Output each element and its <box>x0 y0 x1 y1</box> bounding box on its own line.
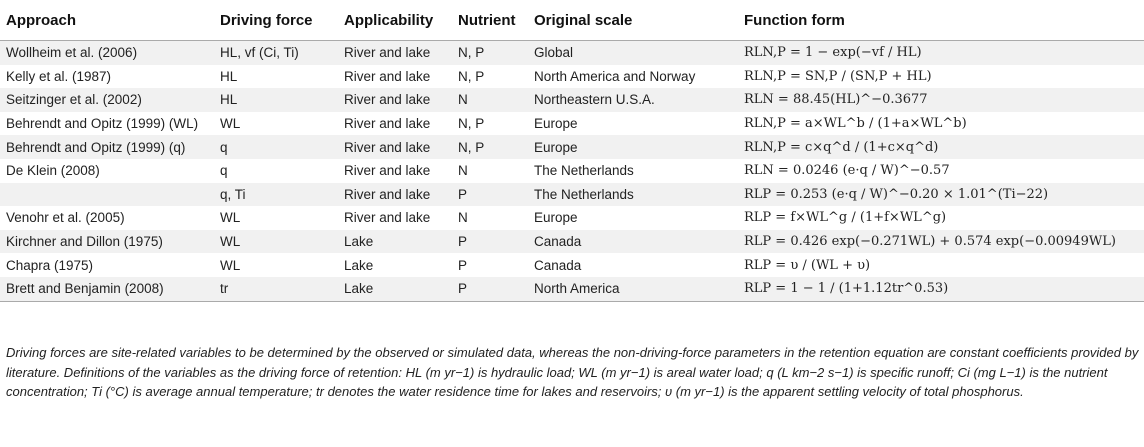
header-nutrient: Nutrient <box>452 0 528 41</box>
cell-approach: Seitzinger et al. (2002) <box>0 88 214 112</box>
cell-nutrient: N <box>452 159 528 183</box>
header-function-form: Function form <box>738 0 1144 41</box>
cell-driving-force: tr <box>214 277 338 301</box>
cell-approach <box>0 183 214 207</box>
cell-nutrient: N <box>452 88 528 112</box>
cell-driving-force: WL <box>214 230 338 254</box>
cell-original-scale: Northeastern U.S.A. <box>528 88 738 112</box>
header-approach: Approach <box>0 0 214 41</box>
cell-function-form: RLP = 1 − 1 / (1+1.12tr^0.53) <box>738 277 1144 301</box>
cell-original-scale: Canada <box>528 230 738 254</box>
cell-approach: Chapra (1975) <box>0 253 214 277</box>
cell-function-form: RLP = f×WL^g / (1+f×WL^g) <box>738 206 1144 230</box>
cell-function-form: RLN = 88.45(HL)^−0.3677 <box>738 88 1144 112</box>
table-row <box>0 65 1144 89</box>
cell-original-scale: The Netherlands <box>528 183 738 207</box>
cell-driving-force: WL <box>214 206 338 230</box>
cell-function-form: RLN = 0.0246 (e·q / W)^−0.57 <box>738 159 1144 183</box>
cell-nutrient: P <box>452 183 528 207</box>
table-row <box>0 230 1144 254</box>
cell-approach: Brett and Benjamin (2008) <box>0 277 214 301</box>
table-row <box>0 112 1144 136</box>
cell-nutrient: N, P <box>452 135 528 159</box>
cell-function-form: RLN,P = SN,P / (SN,P + HL) <box>738 65 1144 89</box>
cell-driving-force: WL <box>214 253 338 277</box>
cell-function-form: RLN,P = a×WL^b / (1+a×WL^b) <box>738 112 1144 136</box>
cell-applicability: Lake <box>338 277 452 301</box>
cell-driving-force: q, Ti <box>214 183 338 207</box>
cell-approach: Venohr et al. (2005) <box>0 206 214 230</box>
header-applicability: Applicability <box>338 0 452 41</box>
cell-approach: De Klein (2008) <box>0 159 214 183</box>
table-row <box>0 183 1144 207</box>
cell-applicability: Lake <box>338 253 452 277</box>
cell-original-scale: Europe <box>528 112 738 136</box>
cell-approach: Kirchner and Dillon (1975) <box>0 230 214 254</box>
cell-nutrient: N, P <box>452 41 528 65</box>
cell-driving-force: q <box>214 159 338 183</box>
cell-original-scale: Europe <box>528 206 738 230</box>
cell-driving-force: HL <box>214 65 338 89</box>
cell-driving-force: HL, vf (Ci, Ti) <box>214 41 338 65</box>
table-row <box>0 135 1144 159</box>
cell-applicability: River and lake <box>338 183 452 207</box>
cell-driving-force: HL <box>214 88 338 112</box>
cell-driving-force: WL <box>214 112 338 136</box>
cell-function-form: RLP = 0.253 (e·q / W)^−0.20 × 1.01^(Ti−22) <box>738 183 1144 207</box>
cell-approach: Behrendt and Opitz (1999) (q) <box>0 135 214 159</box>
header-driving-force: Driving force <box>214 0 338 41</box>
cell-applicability: River and lake <box>338 41 452 65</box>
cell-original-scale: Europe <box>528 135 738 159</box>
header-original-scale: Original scale <box>528 0 738 41</box>
cell-nutrient: N, P <box>452 65 528 89</box>
table-row <box>0 88 1144 112</box>
cell-function-form: RLN,P = c×q^d / (1+c×q^d) <box>738 135 1144 159</box>
cell-original-scale: North America <box>528 277 738 301</box>
cell-nutrient: P <box>452 230 528 254</box>
cell-applicability: River and lake <box>338 88 452 112</box>
cell-function-form: RLN,P = 1 − exp(−vf / HL) <box>738 41 1144 65</box>
cell-nutrient: N <box>452 206 528 230</box>
cell-nutrient: P <box>452 277 528 301</box>
cell-nutrient: P <box>452 253 528 277</box>
table-row <box>0 253 1144 277</box>
table-row <box>0 159 1144 183</box>
table-row <box>0 277 1144 301</box>
cell-nutrient: N, P <box>452 112 528 136</box>
cell-original-scale: Global <box>528 41 738 65</box>
cell-applicability: River and lake <box>338 159 452 183</box>
cell-function-form: RLP = 0.426 exp(−0.271WL) + 0.574 exp(−0.00949WL) <box>738 230 1144 254</box>
header-row <box>0 0 1144 41</box>
cell-original-scale: Canada <box>528 253 738 277</box>
cell-applicability: River and lake <box>338 112 452 136</box>
cell-applicability: River and lake <box>338 135 452 159</box>
cell-applicability: Lake <box>338 230 452 254</box>
cell-original-scale: North America and Norway <box>528 65 738 89</box>
cell-applicability: River and lake <box>338 206 452 230</box>
cell-applicability: River and lake <box>338 65 452 89</box>
cell-approach: Wollheim et al. (2006) <box>0 41 214 65</box>
cell-approach: Kelly et al. (1987) <box>0 65 214 89</box>
cell-approach: Behrendt and Opitz (1999) (WL) <box>0 112 214 136</box>
cell-driving-force: q <box>214 135 338 159</box>
cell-original-scale: The Netherlands <box>528 159 738 183</box>
table-row <box>0 41 1144 65</box>
table-row <box>0 206 1144 230</box>
table-footnote: Driving forces are site-related variables to be determined by the observed or simulated data, whereas the non-driving-force parameters in the retention equation are constant coefficients provided by literature. Definitions of the variables as the driving force of retention: HL (m yr−1) is hydraulic load; WL (m yr−1) is areal water load; q (L km−2 s−1) is specific runoff; Ci (mg L−1) is the nutrient concentration; Ti (°C) is average annual temperature; tr denotes the water residence time for lakes and reservoirs; υ (m yr−1) is the apparent settling velocity of total phosphorus. <box>6 345 1139 399</box>
cell-function-form: RLP = υ / (WL + υ) <box>738 253 1144 277</box>
